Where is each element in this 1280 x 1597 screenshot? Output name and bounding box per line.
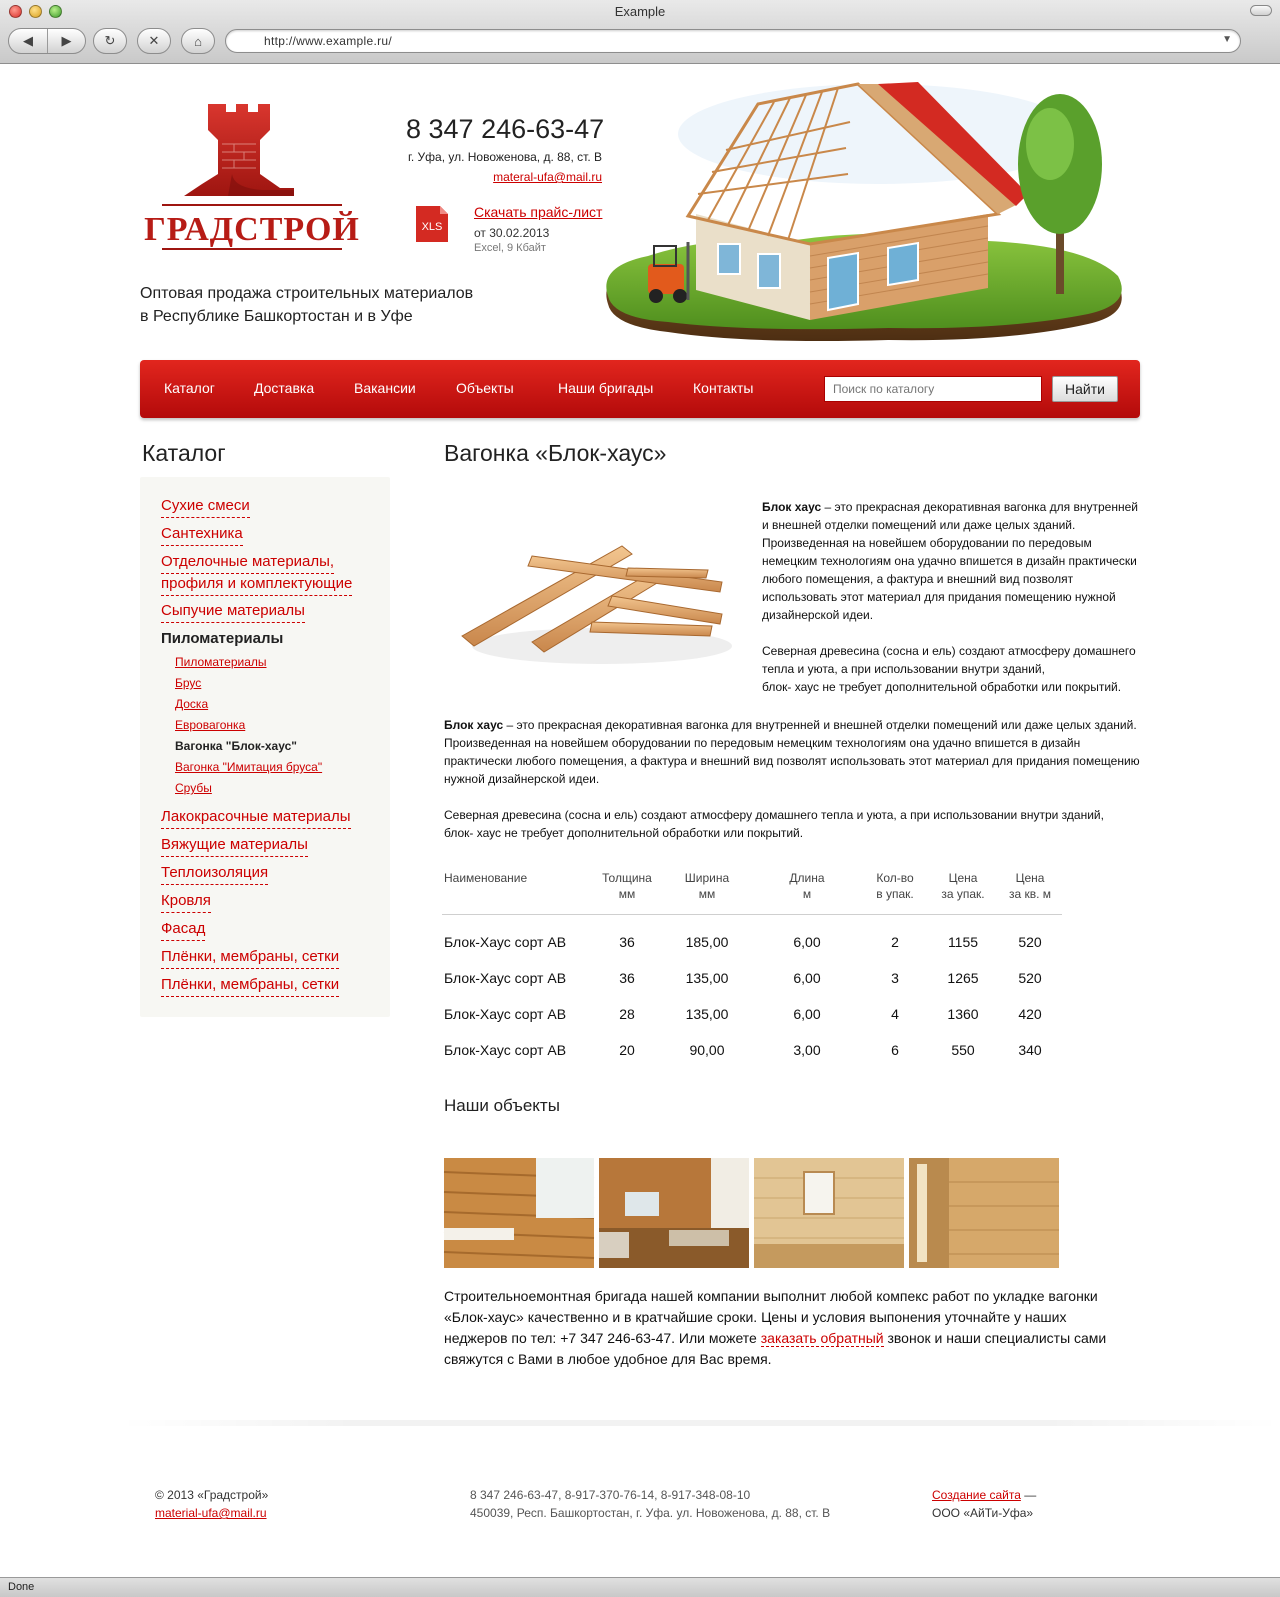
footer-email-link[interactable]: material-ufa@mail.ru [155, 1506, 267, 1520]
nav-item-vacancies[interactable]: Вакансии [354, 380, 416, 396]
forward-button[interactable]: ▶ [47, 29, 85, 53]
xls-file-icon[interactable] [414, 206, 450, 244]
gradstroy-logo[interactable] [144, 100, 360, 260]
objects-title: Наши объекты [444, 1096, 560, 1115]
sub-item-lumber[interactable]: Пиломатериалы [175, 655, 267, 669]
sidebar-item-films-2[interactable]: Плёнки, мембраны, сетки [161, 974, 339, 997]
col-header-price-sqm: Цена за кв. м [998, 868, 1062, 914]
footer-developer: ООО «АйТи-Уфа» [932, 1506, 1034, 1520]
sidebar-item-finishing-2[interactable]: профиля и комплектующие [161, 573, 352, 596]
catalog-search-input[interactable] [824, 376, 1042, 402]
sidebar-item-bulk[interactable]: Сыпучие материалы [161, 600, 305, 623]
url-dropdown-icon[interactable]: ▼ [1222, 34, 1232, 45]
table-header-row [442, 868, 1062, 914]
house-illustration [588, 74, 1138, 360]
footer-made-by: Создание сайта — [932, 1488, 1037, 1502]
sub-item-eurolining[interactable]: Евровагонка [175, 718, 246, 732]
catalog-sidebar [140, 477, 390, 1017]
sidebar-item-dry-mixes[interactable]: Сухие смеси [161, 495, 250, 518]
toolbar-toggle-icon[interactable] [1250, 5, 1272, 16]
sub-item-log-houses[interactable]: Срубы [175, 781, 212, 795]
sidebar-title: Каталог [142, 440, 226, 466]
header-address: г. Уфа, ул. Новоженова, д. 88, ст. В [407, 150, 602, 164]
page-title: Вагонка «Блок-хаус» [444, 440, 667, 466]
sidebar-item-plumbing[interactable]: Сантехника [161, 523, 243, 546]
col-header-thickness: Толщина мм [592, 868, 662, 914]
col-header-name: Наименование [442, 868, 592, 914]
window-title: Example [614, 4, 666, 19]
table-row: Блок-Хаус сорт АВ 20 90,00 3,00 6 550 340 [444, 1042, 1042, 1058]
main-nav [140, 360, 1140, 418]
sidebar-item-roofing[interactable]: Кровля [161, 890, 211, 913]
sub-item-board[interactable]: Доска [175, 697, 209, 711]
browser-titlebar [0, 0, 1280, 64]
product-description: Блок хаус – это прекрасная декоративная вагонка для внутренней и внешней отделки помещений или даже целых зданий. Произведенная на новейшем оборудовании по передовым немецким технологиям она удачно впишется в дизайн практически любого помещения, а фактура и внешний вид позволят использовать этот материал для придания помещению нужной дизайнерской идеи. Северная древесина (сосна и ель) создают атмосферу домашнего тепла и уюта, а при использовании внутри зданий, блок- хаус не требует дополнительной обработки или покрытий. [444, 718, 1140, 840]
object-photo-4[interactable] [909, 1158, 1059, 1268]
footer-phones: 8 347 246-63-47, 8-917-370-76-14, 8-917-348-08-10 [470, 1488, 751, 1502]
price-table [442, 868, 1062, 1068]
sidebar-item-binders[interactable]: Вяжущие материалы [161, 834, 308, 857]
closing-text: Строительноемонтная бригада нашей компании выполнит любой компекс работ по укладке вагонки «Блок-хаус» качественно и в кратчайшие сроки. Цены и условия выпонения уточнайте у наших неджеров по тел: +7 347 246-63-47. Или можете заказать обратный звонок и наши специалисты сами свяжутся с Вами в любое удобное для Вас время. [444, 1288, 1107, 1367]
browser-statusbar [0, 1577, 1280, 1597]
table-row: Блок-Хаус сорт АВ 36 185,00 6,00 2 1155 520 [444, 934, 1042, 950]
reload-button[interactable]: ↻ [93, 28, 127, 54]
sub-item-block-house-active[interactable]: Вагонка "Блок-хаус" [175, 739, 297, 753]
header-phone: 8 347 246-63-47 [406, 114, 605, 144]
address-bar[interactable] [225, 29, 1241, 53]
order-callback-link[interactable]: заказать обратный [760, 1330, 884, 1346]
site-creation-link[interactable]: Создание сайта [932, 1488, 1021, 1502]
table-row: Блок-Хаус сорт АВ 28 135,00 6,00 4 1360 420 [444, 1006, 1042, 1022]
nav-item-objects[interactable]: Объекты [456, 380, 514, 396]
product-intro: Блок хаус – это прекрасная декоративная вагонка для внутренней и внешней отделки помещений или даже целых зданий. Произведенная на новейшем оборудовании по передовым немецким технологиям она удачно впишется в дизайн практически любого помещения, а фактура и внешний вид позволят использовать этот материал для придания помещению нужной дизайнерской идеи. Северная древесина (сосна и ель) создают атмосферу домашнего тепла и уюта, а при использовании внутри зданий, блок- хаус не требует дополнительной обработки или покрытий. [762, 500, 1138, 694]
price-date: от 30.02.2013 [474, 226, 550, 240]
sub-item-imitation-beam[interactable]: Вагонка "Имитация бруса" [175, 760, 323, 774]
sidebar-item-paints[interactable]: Лакокрасочные материалы [161, 806, 351, 829]
header-email-link[interactable]: materal-ufa@mail.ru [493, 170, 602, 184]
back-button[interactable]: ◀ [22, 33, 33, 48]
company-tagline: Оптовая продажа строительных материалов в Республике Башкортостан и в Уфе [140, 285, 474, 325]
sidebar-item-films-1[interactable]: Плёнки, мембраны, сетки [161, 946, 339, 969]
search-button[interactable]: Найти [1052, 376, 1118, 402]
nav-item-contacts[interactable]: Контакты [693, 380, 754, 396]
web-page [0, 64, 1280, 1577]
sidebar-item-insulation[interactable]: Теплоизоляция [161, 862, 268, 885]
object-photo-3[interactable] [754, 1158, 904, 1268]
home-button[interactable]: ⌂ [181, 28, 215, 54]
status-text: Done [8, 1581, 35, 1593]
nav-item-brigades[interactable]: Наши бригады [558, 380, 654, 396]
price-file-meta: Excel, 9 Кбайт [474, 242, 546, 254]
footer-copyright: © 2013 «Градстрой» [155, 1488, 269, 1502]
footer-divider [120, 1420, 1280, 1426]
logo-wordmark: ГРАДСТРОЙ [144, 211, 360, 248]
stop-button[interactable]: ✕ [137, 28, 171, 54]
sidebar-item-facade[interactable]: Фасад [161, 918, 205, 941]
table-row: Блок-Хаус сорт АВ 36 135,00 6,00 3 1265 520 [444, 970, 1042, 986]
col-header-price-pack: Цена за упак. [928, 868, 998, 914]
block-house-planks-image [452, 496, 742, 676]
footer-address: 450039, Респ. Башкортостан, г. Уфа. ул. Новоженова, д. 88, ст. В [470, 1506, 831, 1520]
sidebar-item-lumber-active[interactable]: Пиломатериалы [161, 630, 284, 647]
col-header-qty: Кол-во в упак. [862, 868, 928, 914]
object-photo-1[interactable] [444, 1158, 594, 1268]
col-header-length: Длина м [752, 868, 862, 914]
back-forward-group [8, 28, 86, 54]
col-header-width: Ширина мм [662, 868, 752, 914]
nav-item-delivery[interactable]: Доставка [254, 380, 315, 396]
url-text: http://www.example.ru/ [264, 34, 392, 48]
object-photo-2[interactable] [599, 1158, 749, 1268]
svg-text:XLS: XLS [421, 221, 443, 233]
sidebar-item-finishing-1[interactable]: Отделочные материалы, [161, 551, 334, 574]
nav-item-catalog[interactable]: Каталог [164, 380, 215, 396]
sub-item-beam[interactable]: Брус [175, 676, 202, 690]
download-price-link[interactable]: Скачать прайс-лист [474, 204, 603, 220]
